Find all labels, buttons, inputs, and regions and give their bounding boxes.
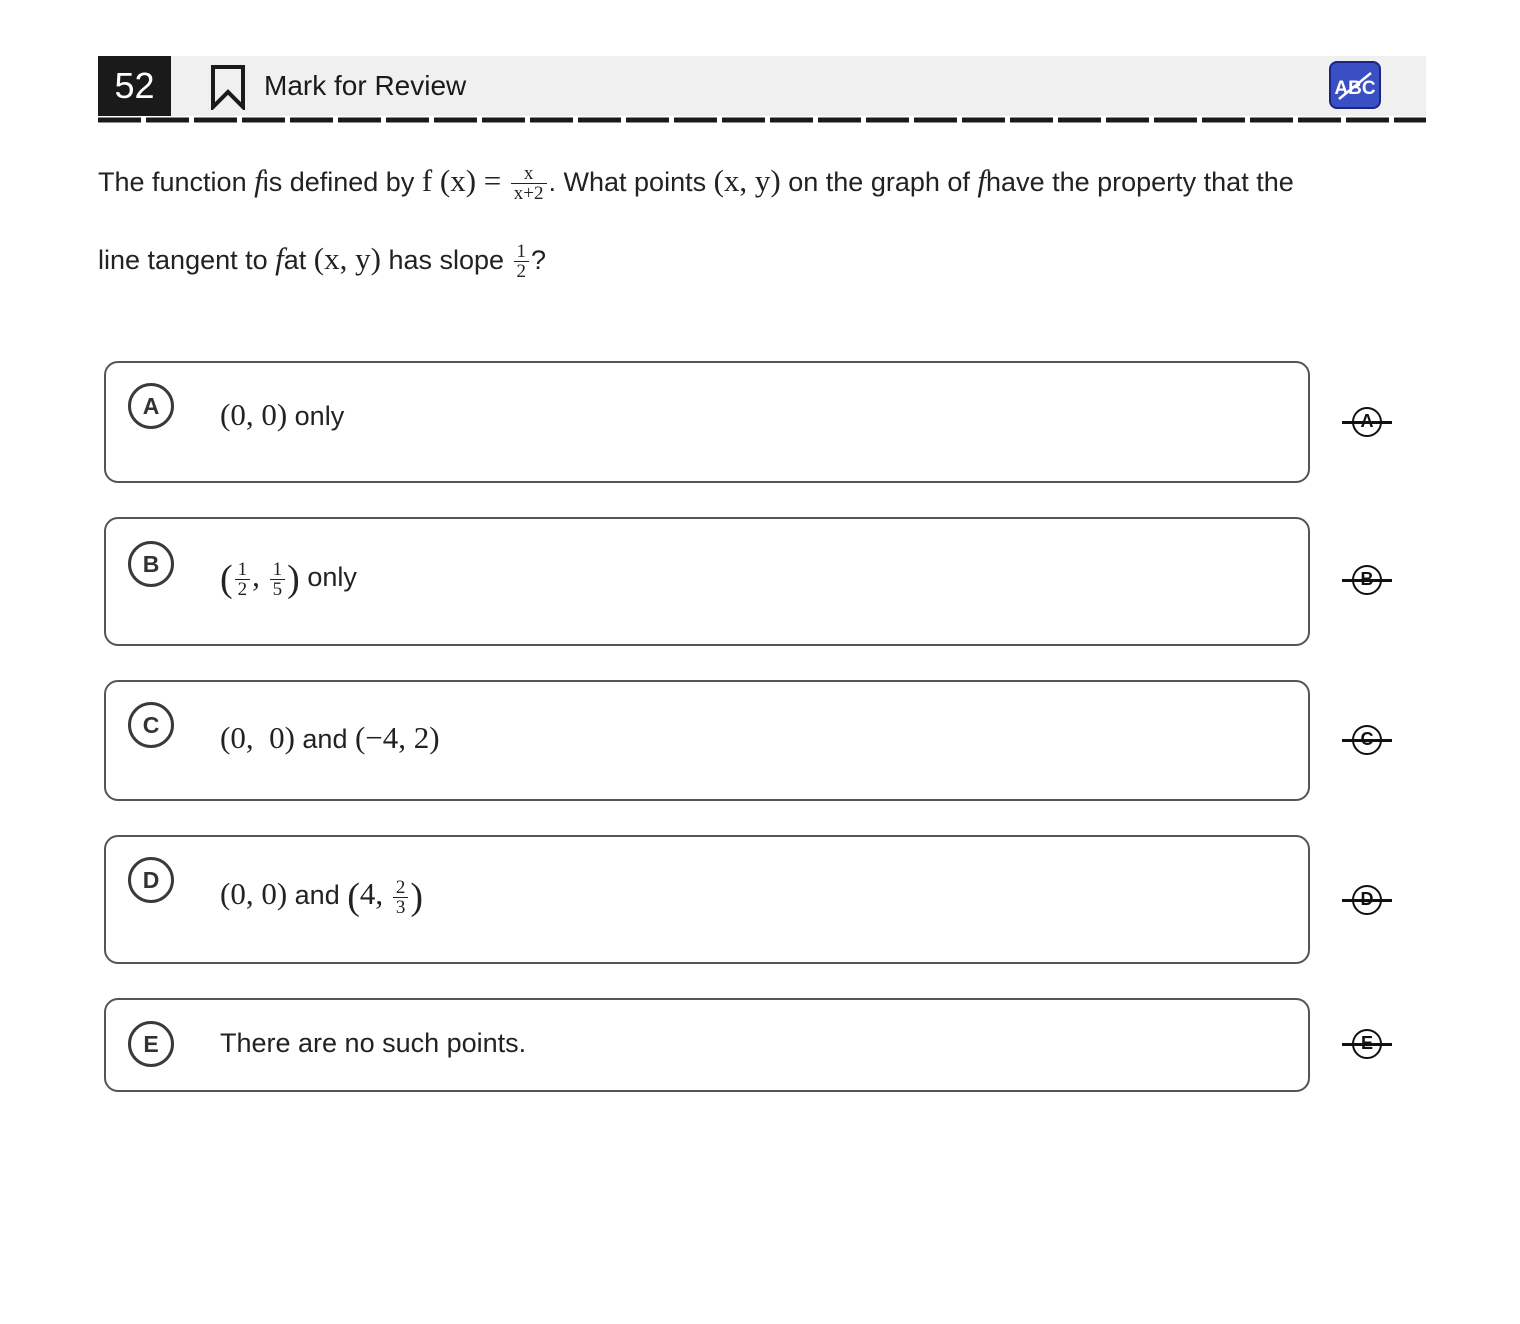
question-header xyxy=(98,56,1426,116)
option-letter-badge: E xyxy=(128,1021,174,1067)
question-stem xyxy=(98,150,1418,290)
strikethrough-letter-icon[interactable] xyxy=(1342,1027,1392,1063)
option-text: There are no such points. xyxy=(220,1028,527,1058)
answer-option-b[interactable] xyxy=(104,517,1310,646)
strikethrough-letter-icon[interactable] xyxy=(1342,563,1392,599)
answer-option-d[interactable] xyxy=(104,835,1310,964)
abc-label: ABC xyxy=(1334,78,1376,99)
option-text: (0, 0) only xyxy=(220,397,345,432)
option-letter-badge: B xyxy=(128,541,174,587)
question-number: 52 xyxy=(98,56,171,116)
question-line-2: line tangent to fat (x, y) has slope $\frac{1}{2}$ ? xyxy=(98,241,547,283)
option-text: (0, 0) and (4, $\frac{2}{3}$ ) xyxy=(220,876,424,918)
answer-option-c[interactable] xyxy=(104,680,1310,801)
header-dashed-divider xyxy=(98,117,1426,123)
bookmark-icon[interactable] xyxy=(210,64,246,110)
fraction-x-over-x-plus-2: $\frac{x}{x+2}$ xyxy=(511,164,547,203)
option-letter-badge: D xyxy=(128,857,174,903)
option-letter-badge: A xyxy=(128,383,174,429)
option-text: ( $\frac{1}{2}$ , $\frac{1}{5}$ ) only xyxy=(220,558,357,600)
strikethrough-letter-icon[interactable] xyxy=(1342,723,1392,759)
mark-for-review-label[interactable]: Mark for Review xyxy=(264,70,467,101)
abc-strikethrough-button[interactable] xyxy=(1329,61,1381,109)
option-letter-badge: C xyxy=(128,702,174,748)
strikethrough-letter-icon[interactable] xyxy=(1342,405,1392,441)
fraction-one-half: $\frac{1}{2}$ xyxy=(514,242,530,281)
abc-strikethrough-icon xyxy=(1331,63,1379,107)
answer-option-e[interactable] xyxy=(104,998,1310,1092)
question-line-1: The function fis defined by f (x) = $\frac{x}{x+2}$ . What points (x, y) on the graph of fhave the property that the xyxy=(98,163,1294,205)
option-text: (0, 0) and (−4, 2) xyxy=(220,720,440,755)
strikethrough-letter-icon[interactable] xyxy=(1342,883,1392,919)
answer-option-a[interactable] xyxy=(104,361,1310,483)
